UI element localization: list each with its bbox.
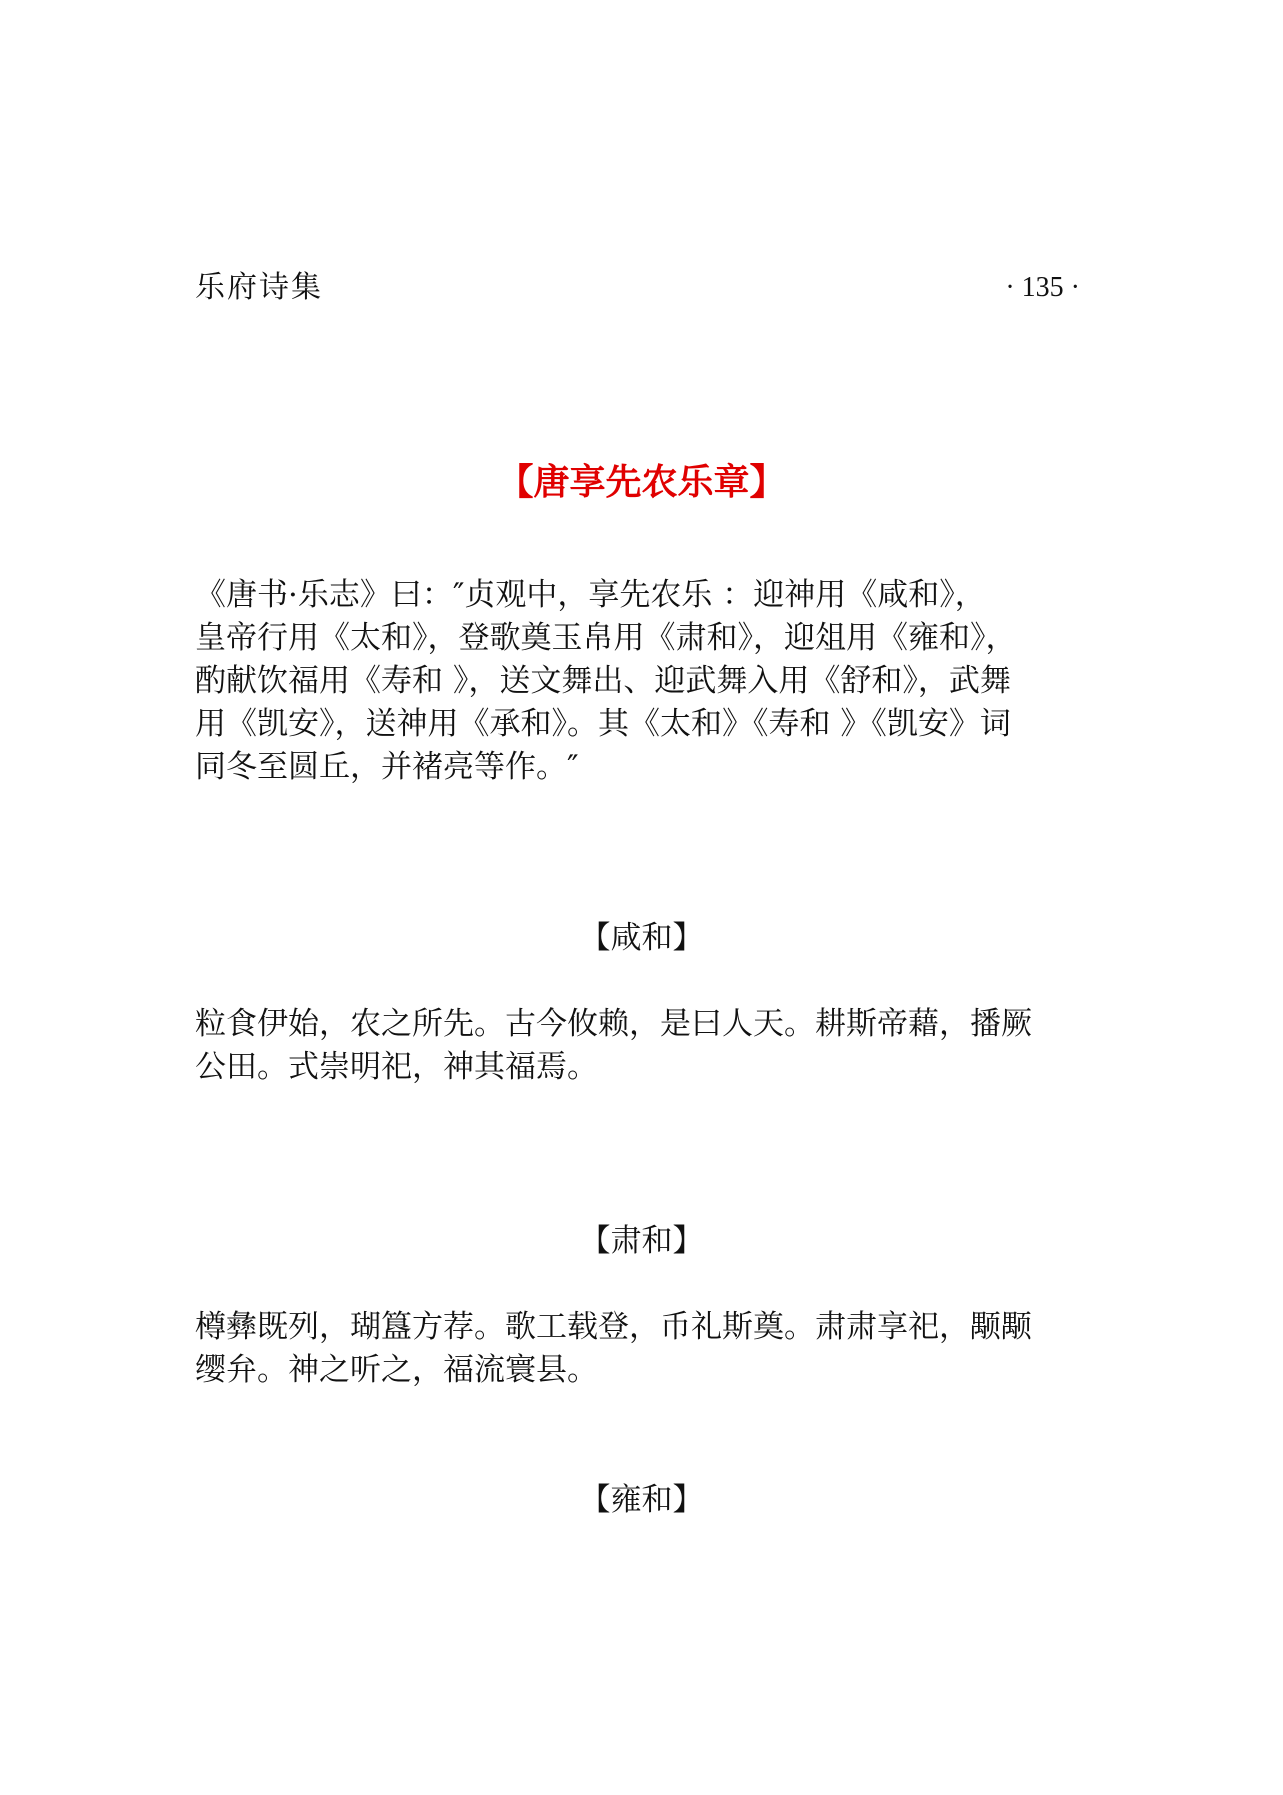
song-text-suhe xyxy=(195,1306,1090,1392)
song-text-xianhe xyxy=(195,1003,1090,1089)
song-line: 缨弁。神之听之，福流寰县。 xyxy=(195,1352,598,1388)
intro-line: 酌献饮福用《寿和 》，送文舞出、迎武舞入用《舒和》，武舞 xyxy=(195,663,1011,699)
intro-line: 同冬至圆丘，并褚亮等作。″ xyxy=(195,749,579,785)
intro-line: 用《凯安》，送神用《承和》。其《太和》《寿和 》《凯安》词 xyxy=(195,706,1011,742)
song-line: 公田。式崇明祀，神其福焉。 xyxy=(195,1049,598,1085)
intro-line: 皇帝行用《太和》，登歌奠玉帛用《肃和》，迎俎用《雍和》， xyxy=(195,620,1017,656)
song-title-yonghe: 【雍和】 xyxy=(579,1482,704,1518)
running-header xyxy=(195,268,1080,318)
chapter-title: 【唐享先农乐章】 xyxy=(497,462,786,503)
book-title: 乐府诗集 xyxy=(195,270,323,305)
song-title-suhe: 【肃和】 xyxy=(579,1223,704,1259)
song-line: 粒食伊始，农之所先。古今攸赖，是曰人天。耕斯帝藉，播厥 xyxy=(195,1006,1032,1042)
intro-line: 《唐书·乐志》曰：″贞观中，享先农乐 ：迎神用《咸和》， xyxy=(195,577,986,613)
song-line: 樽彝既列，瑚簋方荐。歌工载登，币礼斯奠。肃肃享祀，颙颙 xyxy=(195,1309,1032,1345)
song-title-xianhe: 【咸和】 xyxy=(579,920,704,956)
page-number: · 135 · xyxy=(1005,272,1080,303)
intro-paragraph xyxy=(195,574,1090,789)
